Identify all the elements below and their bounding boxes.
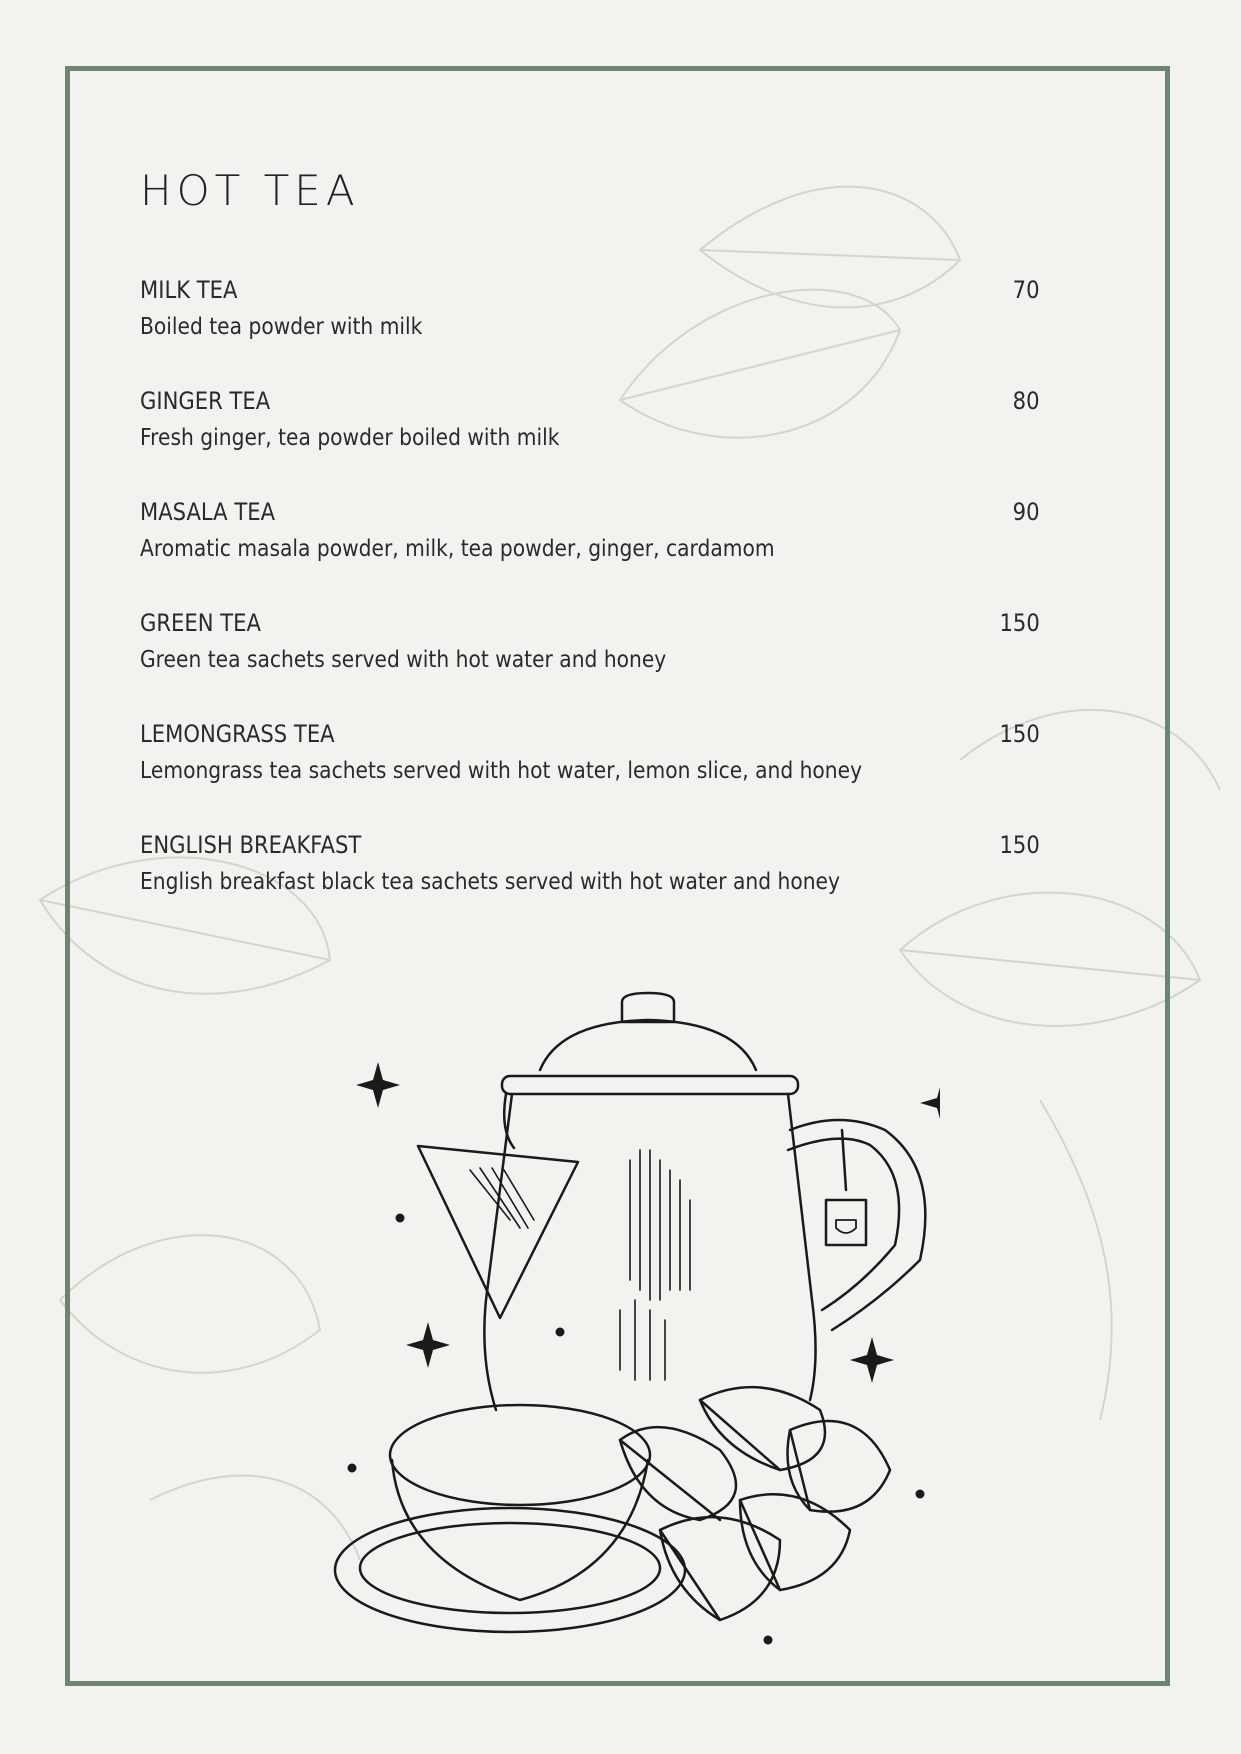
item-description: Aromatic masala powder, milk, tea powder, ginger, cardamom — [140, 536, 775, 562]
item-name: GREEN TEA — [140, 609, 261, 637]
item-name: MILK TEA — [140, 276, 238, 304]
menu-item — [140, 383, 1040, 494]
menu-item — [140, 827, 1040, 938]
menu-item — [140, 716, 1040, 827]
item-price: 90 — [1013, 498, 1040, 526]
item-price: 150 — [999, 720, 1040, 748]
menu-item — [140, 272, 1040, 383]
teapot-illustration — [320, 980, 940, 1660]
item-description: Boiled tea powder with milk — [140, 314, 423, 340]
item-description: Green tea sachets served with hot water and honey — [140, 647, 667, 673]
item-description: Fresh ginger, tea powder boiled with milk — [140, 425, 560, 451]
item-name: ENGLISH BREAKFAST — [140, 831, 362, 859]
menu-list — [140, 272, 1040, 938]
item-price: 150 — [999, 831, 1040, 859]
item-price: 150 — [999, 609, 1040, 637]
item-name: GINGER TEA — [140, 387, 271, 415]
item-price: 80 — [1013, 387, 1040, 415]
sparkle-icon — [348, 1062, 941, 1645]
item-description: Lemongrass tea sachets served with hot water, lemon slice, and honey — [140, 758, 863, 784]
item-name: LEMONGRASS TEA — [140, 720, 335, 748]
menu-item — [140, 605, 1040, 716]
item-description: English breakfast black tea sachets served with hot water and honey — [140, 869, 840, 895]
menu-item — [140, 494, 1040, 605]
item-price: 70 — [1013, 276, 1040, 304]
page-title: HOT TEA — [140, 166, 360, 215]
item-name: MASALA TEA — [140, 498, 276, 526]
